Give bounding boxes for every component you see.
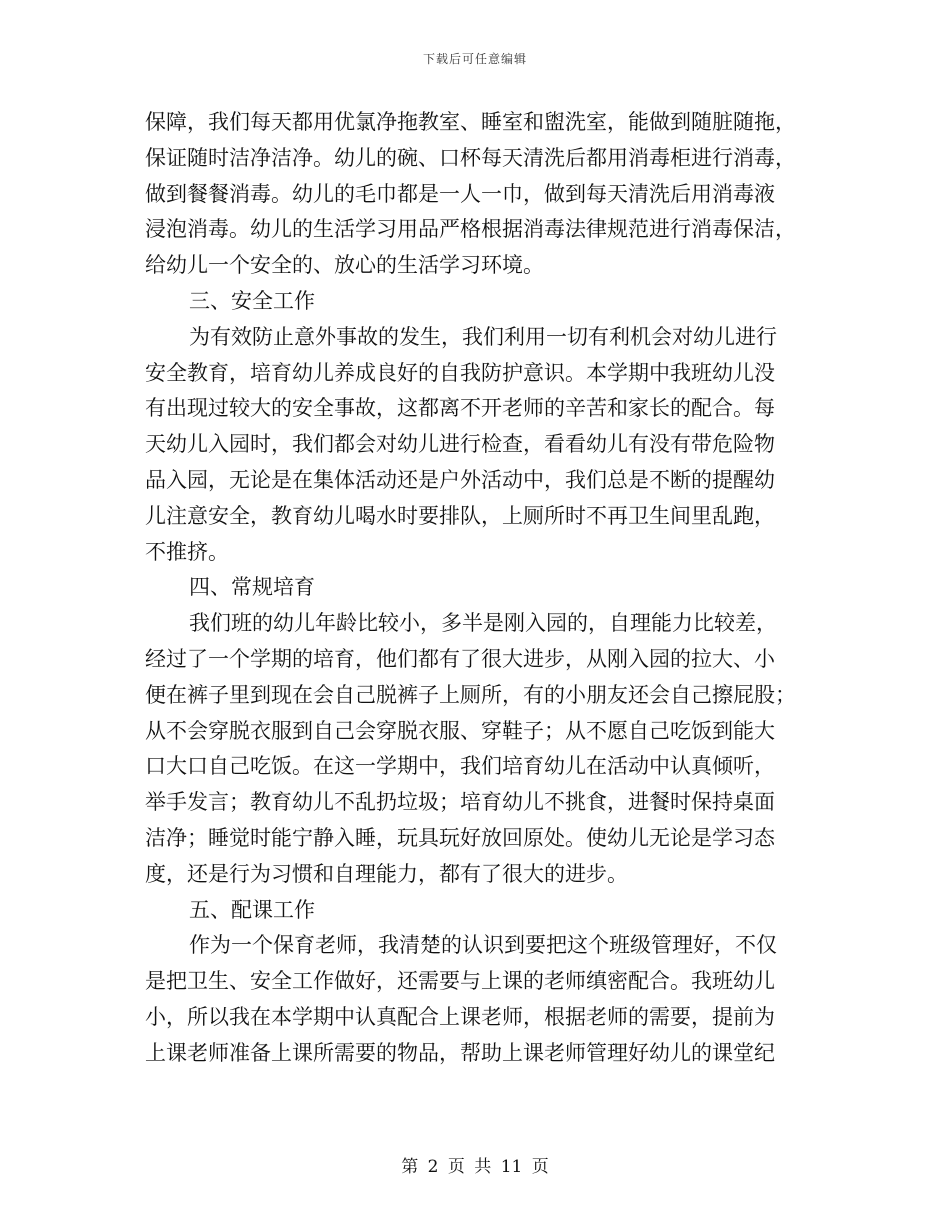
text-line: 是把卫生、安全工作做好，还需要与上课的老师缜密配合。我班幼儿: [145, 969, 775, 994]
text-line: 四、常规培育: [189, 575, 315, 600]
text-line: 作为一个保育老师，我清楚的认识到要把这个班级管理好，不仅: [189, 933, 777, 958]
text-line: 儿注意安全，教育幼儿喝水时要排队，上厕所时不再卫生间里乱跑，: [145, 503, 775, 528]
text-line: 上课老师准备上课所需要的物品，帮助上课老师管理好幼儿的课堂纪: [145, 1040, 775, 1065]
page-header: 下载后可任意编辑: [422, 52, 527, 66]
text-line: 口大口自己吃饭。在这一学期中，我们培育幼儿在活动中认真倾听，: [145, 754, 775, 779]
page-number-footer: 第 2 页 共 11 页: [401, 1157, 549, 1177]
text-line: 度，还是行为习惯和自理能力，都有了很大的进步。: [145, 861, 628, 886]
text-line: 保证随时洁净洁净。幼儿的碗、口杯每天清洗后都用消毒柜进行消毒，: [145, 145, 796, 170]
text-line: 为有效防止意外事故的发生，我们利用一切有利机会对幼儿进行: [189, 324, 777, 349]
text-line: 天幼儿入园时，我们都会对幼儿进行检查，看看幼儿有没有带危险物: [145, 432, 775, 457]
text-line: 给幼儿一个安全的、放心的生活学习环境。: [145, 253, 544, 278]
text-line: 五、配课工作: [189, 897, 315, 922]
text-line: 品入园，无论是在集体活动还是户外活动中，我们总是不断的提醒幼: [145, 467, 775, 492]
text-line: 浸泡消毒。幼儿的生活学习用品严格根据消毒法律规范进行消毒保洁，: [145, 217, 796, 242]
text-line: 安全教育，培育幼儿养成良好的自我防护意识。本学期中我班幼儿没: [145, 360, 775, 385]
text-line: 举手发言；教育幼儿不乱扔垃圾；培育幼儿不挑食，进餐时保持桌面: [145, 790, 775, 815]
text-line: 经过了一个学期的培育，他们都有了很大进步，从刚入园的拉大、小: [145, 646, 775, 671]
text-line: 便在裤子里到现在会自己脱裤子上厕所，有的小朋友还会自己擦屁股；: [145, 682, 796, 707]
text-line: 不推挤。: [145, 539, 229, 564]
text-line: 我们班的幼儿年龄比较小，多半是刚入园的，自理能力比较差，: [189, 611, 777, 636]
text-line: 做到餐餐消毒。幼儿的毛巾都是一人一巾，做到每天清洗后用消毒液: [145, 181, 775, 206]
document-body: [145, 105, 807, 1072]
text-line: 从不会穿脱衣服到自己会穿脱衣服、穿鞋子；从不愿自己吃饭到能大: [145, 718, 775, 743]
text-line: 有出现过较大的安全事故，这都离不开老师的辛苦和家长的配合。每: [145, 396, 775, 421]
text-line: 三、安全工作: [189, 288, 315, 313]
text-line: 保障，我们每天都用优氯净拖教室、睡室和盥洗室，能做到随脏随拖，: [145, 110, 796, 134]
text-line: 小，所以我在本学期中认真配合上课老师，根据老师的需要，提前为: [145, 1004, 775, 1029]
text-line: 洁净；睡觉时能宁静入睡，玩具玩好放回原处。使幼儿无论是学习态: [145, 825, 775, 850]
